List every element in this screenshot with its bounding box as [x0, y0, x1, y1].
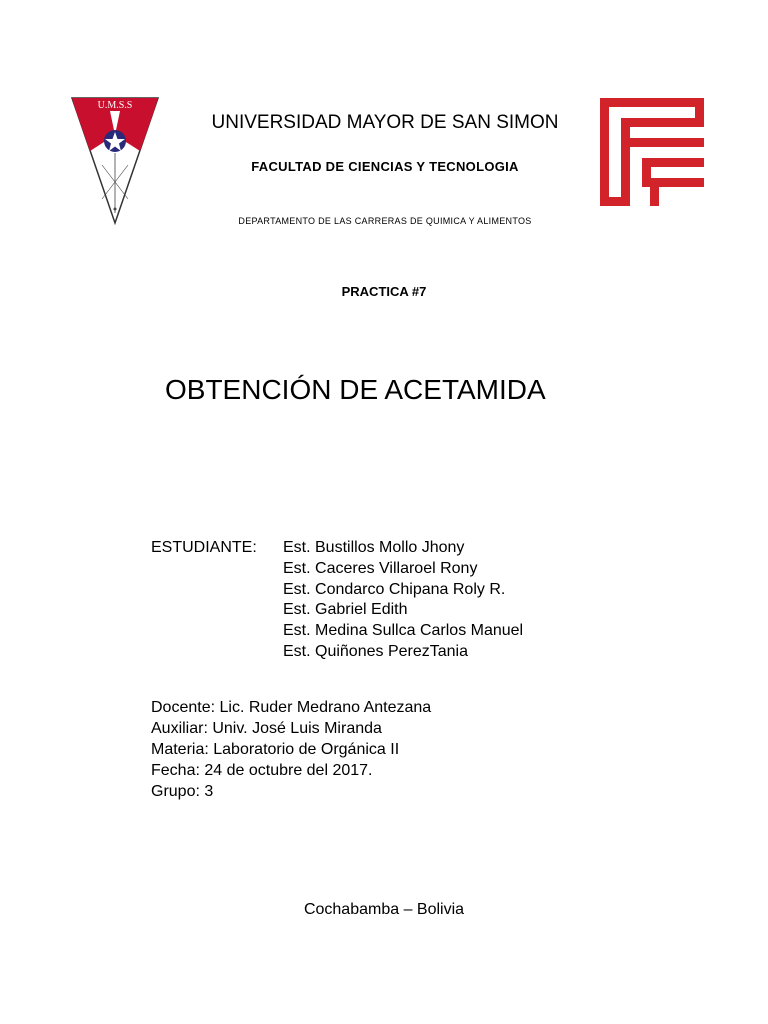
- city-footer: Cochabamba – Bolivia: [303, 901, 465, 918]
- student-name: Est. Condarco Chipana Roly R.: [283, 580, 506, 598]
- practica-number: PRACTICA #7: [341, 284, 427, 299]
- student-name: Est. Quiñones PerezTania: [283, 642, 468, 660]
- faculty-name: FACULTAD DE CIENCIAS Y TECNOLOGIA: [251, 159, 519, 174]
- umss-logo-text: U.M.S.S: [97, 100, 133, 111]
- student-name: Est. Gabriel Edith: [283, 601, 408, 619]
- materia-line: Materia: Laboratorio de Orgánica II: [151, 741, 400, 758]
- university-name: UNIVERSIDAD MAYOR DE SAN SIMON: [211, 112, 559, 133]
- fecha-line: Fecha: 24 de octubre del 2017.: [151, 762, 373, 779]
- students-block: [151, 538, 523, 663]
- document-title: OBTENCIÓN DE ACETAMIDA: [165, 374, 546, 405]
- student-name: Est. Bustillos Mollo Jhony: [283, 539, 465, 556]
- department-name: DEPARTAMENTO DE LAS CARRERAS DE QUIMICA Y ALIMENTOS: [238, 216, 532, 226]
- student-name: Est. Caceres Villaroel Rony: [283, 559, 478, 577]
- student-name: Est. Medina Sullca Carlos Manuel: [283, 622, 524, 640]
- grupo-line: Grupo: 3: [151, 783, 214, 800]
- umss-logo: [70, 95, 160, 227]
- students-label: ESTUDIANTE:: [151, 539, 257, 556]
- fcyt-logo: [600, 98, 706, 208]
- auxiliar-line: Auxiliar: Univ. José Luis Miranda: [151, 720, 382, 737]
- docente-line: Docente: Lic. Ruder Medrano Antezana: [151, 699, 432, 716]
- course-info-block: [151, 697, 431, 802]
